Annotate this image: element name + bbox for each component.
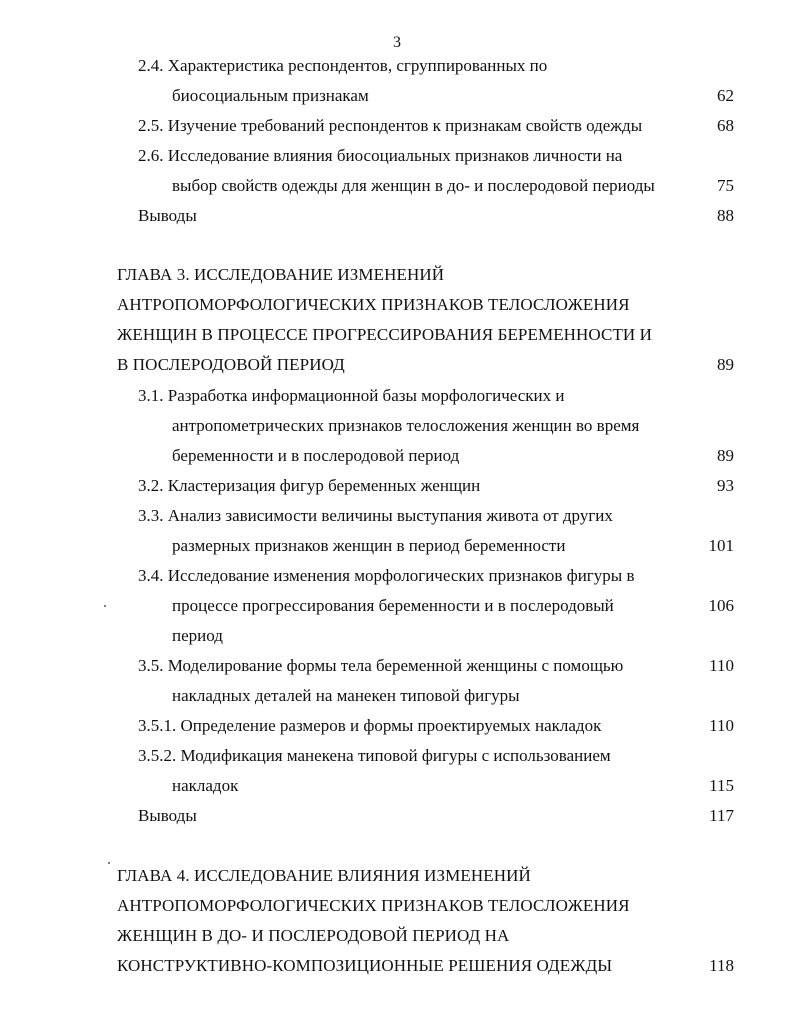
chapter-heading-line: КОНСТРУКТИВНО-КОМПОЗИЦИОННЫЕ РЕШЕНИЯ ОДЕЖДЫ <box>117 956 613 975</box>
page-number: 3 <box>393 34 401 51</box>
toc-entry-title-continued: беременности и в послеродовой период <box>172 446 460 465</box>
scan-speck <box>108 862 110 864</box>
toc-entry-title-continued: накладок <box>172 776 239 795</box>
chapter-heading-line: ЖЕНЩИН В ПРОЦЕССЕ ПРОГРЕССИРОВАНИЯ БЕРЕМЕННОСТИ И <box>117 325 653 344</box>
toc-entry-title-continued: процессе прогрессирования беременности и в послеродовый <box>172 596 614 615</box>
toc-entry-title-continued: период <box>172 626 223 645</box>
toc-page-number: 68 <box>717 116 734 135</box>
toc-page-number: 88 <box>717 206 734 225</box>
toc-entry-title: Выводы <box>138 806 197 825</box>
toc-page-number: 89 <box>717 446 734 465</box>
chapter-heading-line: ГЛАВА 4. ИССЛЕДОВАНИЕ ВЛИЯНИЯ ИЗМЕНЕНИЙ <box>117 866 531 885</box>
toc-entry-title: 3.4. Исследование изменения морфологических признаков фигуры в <box>138 566 635 585</box>
toc-page-number: 115 <box>709 776 734 795</box>
toc-entry-title-continued: выбор свойств одежды для женщин в до- и послеродовой периоды <box>172 176 655 195</box>
toc-entry-title: 2.6. Исследование влияния биосоциальных признаков личности на <box>138 146 623 165</box>
toc-page-number: 110 <box>709 716 734 735</box>
toc-entry-title: 3.5. Моделирование формы тела беременной женщины с помощью <box>138 656 624 675</box>
toc-page-number: 93 <box>717 476 734 495</box>
toc-page-number: 101 <box>708 536 734 555</box>
chapter-heading-line: АНТРОПОМОРФОЛОГИЧЕСКИХ ПРИЗНАКОВ ТЕЛОСЛОЖЕНИЯ <box>117 295 630 314</box>
toc-page-number: 118 <box>709 956 734 975</box>
toc-entry-title: 2.5. Изучение требований респондентов к признакам свойств одежды <box>138 116 643 135</box>
toc-entry-title: 2.4. Характеристика респондентов, сгруппированных по <box>138 56 548 75</box>
chapter-heading-line: В ПОСЛЕРОДОВОЙ ПЕРИОД <box>117 355 345 374</box>
toc-page-number: 89 <box>717 355 734 374</box>
chapter-heading-line: ГЛАВА 3. ИССЛЕДОВАНИЕ ИЗМЕНЕНИЙ <box>117 265 445 284</box>
toc-page-number: 75 <box>717 176 734 195</box>
toc-page-number: 117 <box>709 806 734 825</box>
toc-entry-title: Выводы <box>138 206 197 225</box>
chapter-heading-line: ЖЕНЩИН В ДО- И ПОСЛЕРОДОВОЙ ПЕРИОД НА <box>117 926 510 945</box>
toc-entry-title: 3.5.2. Модификация манекена типовой фигуры с использованием <box>138 746 611 765</box>
toc-entry-title: 3.2. Кластеризация фигур беременных женщин <box>138 476 481 495</box>
scan-speck <box>104 605 106 607</box>
toc-entry-title-continued: размерных признаков женщин в период беременности <box>172 536 566 555</box>
toc-page-number: 62 <box>717 86 734 105</box>
toc-entry-title: 3.3. Анализ зависимости величины выступания живота от других <box>138 506 613 525</box>
toc-page-number: 106 <box>708 596 734 615</box>
toc-entry-title-continued: биосоциальным признакам <box>172 86 369 105</box>
toc-entry-title: 3.5.1. Определение размеров и формы проектируемых накладок <box>138 716 602 735</box>
toc-entry-title-continued: антропометрических признаков телосложения женщин во время <box>172 416 640 435</box>
toc-page-number: 110 <box>709 656 734 675</box>
toc-entry-title-continued: накладных деталей на манекен типовой фигуры <box>172 686 520 705</box>
toc-entry-title: 3.1. Разработка информационной базы морфологических и <box>138 386 565 405</box>
chapter-heading-line: АНТРОПОМОРФОЛОГИЧЕСКИХ ПРИЗНАКОВ ТЕЛОСЛОЖЕНИЯ <box>117 896 630 915</box>
